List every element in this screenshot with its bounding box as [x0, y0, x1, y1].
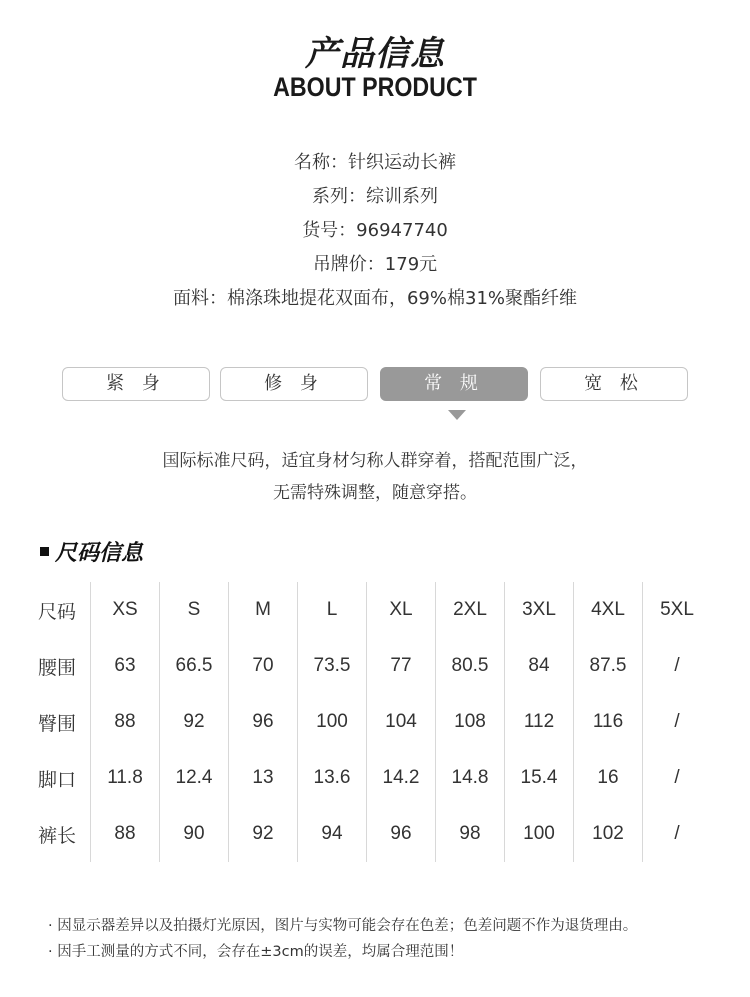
table-cell: 92 [229, 806, 298, 862]
product-name: 名称：针织运动长裤 [294, 152, 456, 173]
notes [48, 915, 637, 967]
table-cell: 108 [436, 694, 505, 750]
table-cell: 80.5 [436, 638, 505, 694]
table-cell: 102 [574, 806, 643, 862]
table-cell: 11.8 [91, 750, 160, 806]
table-cell: 96 [229, 694, 298, 750]
fit-option-slim[interactable]: 修 身 [220, 367, 368, 401]
table-cell: 14.2 [367, 750, 436, 806]
table-cell: 73.5 [298, 638, 367, 694]
fit-option-tight[interactable]: 紧 身 [62, 367, 210, 401]
table-row-label: 臀围 [37, 712, 76, 735]
table-cell: 98 [436, 806, 505, 862]
table-cell: 66.5 [160, 638, 229, 694]
table-cell: XS [91, 582, 160, 638]
fit-option-regular[interactable]: 常 规 [380, 367, 528, 401]
fit-description-line: 国际标准尺码，适宜身材匀称人群穿着，搭配范围广泛， [162, 451, 588, 471]
fit-indicator-arrow-icon [448, 410, 466, 420]
table-cell: 3XL [505, 582, 574, 638]
product-price: 吊牌价：179元 [312, 254, 438, 275]
table-cell: 92 [160, 694, 229, 750]
table-cell: 70 [229, 638, 298, 694]
page-title: 产品信息 [305, 34, 445, 74]
table-cell: 116 [574, 694, 643, 750]
table-cell: 77 [367, 638, 436, 694]
size-chart-heading [40, 536, 143, 567]
product-info [0, 150, 750, 320]
table-cell: / [643, 806, 712, 862]
table-cell: 16 [574, 750, 643, 806]
table-header-row [24, 582, 711, 638]
table-cell: 5XL [643, 582, 712, 638]
square-bullet-icon [40, 547, 49, 556]
fit-description-line: 无需特殊调整，随意穿搭。 [273, 483, 477, 503]
table-cell: 4XL [574, 582, 643, 638]
table-row-label: 腰围 [37, 656, 76, 679]
table-cell: 112 [505, 694, 574, 750]
table-row-label: 脚口 [37, 768, 76, 791]
size-chart-heading-text: 尺码信息 [55, 541, 144, 566]
note-measurement-error: · 因手工测量的方式不同，会存在±3cm的误差，均属合理范围！ [48, 944, 464, 960]
table-row [24, 806, 711, 862]
table-cell: 13 [229, 750, 298, 806]
table-cell: 90 [160, 806, 229, 862]
table-cell: 84 [505, 638, 574, 694]
fit-description [0, 447, 750, 511]
product-sku: 货号：96947740 [302, 220, 448, 241]
table-row [24, 750, 711, 806]
product-series: 系列：综训系列 [312, 186, 438, 207]
table-cell: S [160, 582, 229, 638]
table-row [24, 694, 711, 750]
table-cell: 88 [91, 694, 160, 750]
table-cell: 63 [91, 638, 160, 694]
fit-selector [62, 367, 688, 401]
note-color-difference: · 因显示器差异以及拍摄灯光原因，图片与实物可能会存在色差；色差问题不作为退货理由。 [48, 918, 638, 934]
table-cell: 104 [367, 694, 436, 750]
table-cell: 96 [367, 806, 436, 862]
page-subtitle: ABOUT PRODUCT [273, 72, 477, 102]
table-row-label: 尺码 [37, 600, 76, 623]
table-cell: / [643, 750, 712, 806]
table-row-label: 裤长 [37, 824, 76, 847]
product-fabric: 面料：棉涤珠地提花双面布，69%棉31%聚酯纤维 [172, 288, 577, 309]
table-cell: 87.5 [574, 638, 643, 694]
table-cell: 12.4 [160, 750, 229, 806]
table-cell: 88 [91, 806, 160, 862]
table-cell: 14.8 [436, 750, 505, 806]
table-cell: / [643, 694, 712, 750]
table-cell: 100 [505, 806, 574, 862]
size-table [24, 582, 711, 862]
fit-option-loose[interactable]: 宽 松 [540, 367, 688, 401]
table-cell: 94 [298, 806, 367, 862]
table-cell: M [229, 582, 298, 638]
table-cell: 2XL [436, 582, 505, 638]
table-cell: 100 [298, 694, 367, 750]
table-cell: 13.6 [298, 750, 367, 806]
table-cell: / [643, 638, 712, 694]
table-cell: L [298, 582, 367, 638]
table-cell: XL [367, 582, 436, 638]
table-row [24, 638, 711, 694]
table-cell: 15.4 [505, 750, 574, 806]
